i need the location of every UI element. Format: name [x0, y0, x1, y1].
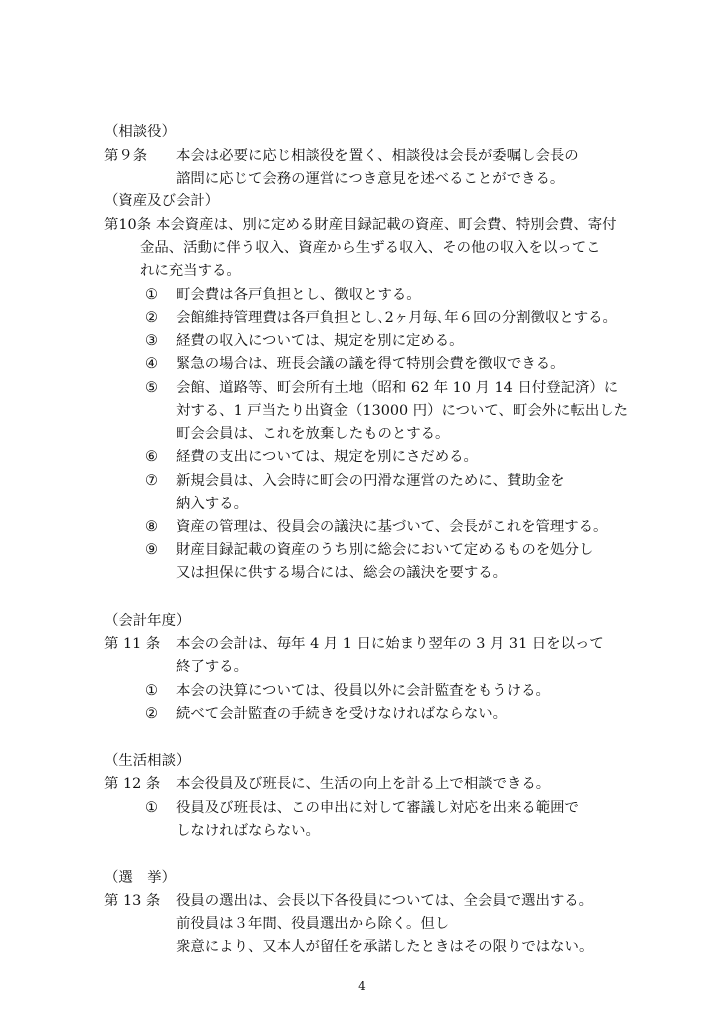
item-marker: ⑤: [145, 380, 158, 396]
item-marker: ①: [145, 287, 158, 303]
item-line: 緊急の場合は、班長会議の議を得て特別会費を徴収できる。: [176, 356, 565, 372]
article-line: 本会の会計は、毎年 4 月 1 日に始まり翌年の 3 月 31 日を以って: [176, 636, 604, 652]
item-line: 本会の決算については、役員以外に会計監査をもうける。: [176, 683, 550, 699]
item-line: 町会会員は、これを放棄したものとする。: [176, 426, 450, 442]
item-line: しなければならない。: [176, 823, 320, 839]
item-marker: ①: [145, 683, 158, 699]
item-marker: ⑧: [145, 519, 158, 535]
article-line: 役員の選出は、会長以下各役員については、全会員で選出する。: [176, 893, 594, 909]
section-heading: （選 挙）: [104, 870, 176, 886]
item-marker: ⑥: [145, 449, 158, 465]
item-line: 会館、道路等、町会所有土地（昭和 62 年 10 月 14 日付登記済）に: [176, 380, 619, 396]
item-line: 経費の支出については、規定を別にさだめる。: [176, 449, 478, 465]
item-line: 資産の管理は、役員会の議決に基づいて、会長がこれを管理する。: [176, 519, 608, 535]
item-line: 町会費は各戸負担とし、徴収とする。: [176, 287, 421, 303]
item-line: 納入する。: [176, 496, 248, 512]
article-label: 第 12 条: [104, 776, 161, 792]
item-marker: ②: [145, 706, 158, 722]
item-line: 対する、1 戸当たり出資金（13000 円）について、町会外に転出した: [176, 403, 629, 419]
article-line: 本会役員及び班長に、生活の向上を計る上で相談できる。: [176, 776, 551, 792]
article-line: 本会資産は、別に定める財産目録記載の資産、町会費、特別会費、寄付: [156, 217, 617, 233]
article-line: 前役員は３年間、役員選出から除く。但し: [176, 916, 450, 932]
item-marker: ⑨: [145, 542, 158, 558]
article-line: 金品、活動に伴う収入、資産から生ずる収入、その他の収入を以ってこ: [140, 240, 601, 256]
article-line: 衆意により、又本人が留任を承諾したときはその限りではない。: [176, 939, 594, 955]
section-heading: （会計年度）: [104, 613, 191, 629]
section-heading: （資産及び会計）: [104, 193, 220, 209]
item-line: 役員及び班長は、この申出に対して審議し対応を出来る範囲で: [176, 800, 579, 816]
article-line: れに充当する。: [140, 263, 241, 279]
article-label: 第 11 条: [104, 636, 161, 652]
item-line: 新規会員は、入会時に町会の円滑な運営のために、賛助金を: [176, 473, 565, 489]
item-marker: ②: [145, 310, 158, 326]
section-heading: （生活相談）: [104, 753, 191, 769]
article-line: 終了する。: [176, 659, 248, 675]
article-label: 第10条: [104, 217, 152, 233]
article-label: 第 13 条: [104, 893, 161, 909]
item-line: 又は担保に供する場合には、総会の議決を要する。: [176, 565, 507, 581]
section-heading: （相談役）: [104, 124, 176, 140]
article-label: 第９条: [104, 148, 148, 164]
item-line: 続べて会計監査の手続きを受けなければならない。: [176, 706, 507, 722]
item-line: 経費の収入については、規定を別に定める。: [176, 333, 464, 349]
item-marker: ③: [145, 333, 158, 349]
item-marker: ⑦: [145, 473, 158, 489]
item-line: 会館維持管理費は各戸負担とし､2ヶ月毎､年６回の分割徴収とする。: [176, 310, 617, 326]
item-marker: ④: [145, 356, 158, 372]
page-number: 4: [358, 979, 366, 993]
article-line: 本会は必要に応じ相談役を置く、相談役は会長が委嘱し会長の: [176, 148, 579, 164]
item-marker: ①: [145, 800, 158, 816]
item-line: 財産目録記載の資産のうち別に総会において定めるものを処分し: [176, 542, 594, 558]
article-line: 諮問に応じて会務の運営につき意見を述べることができる。: [176, 171, 565, 187]
